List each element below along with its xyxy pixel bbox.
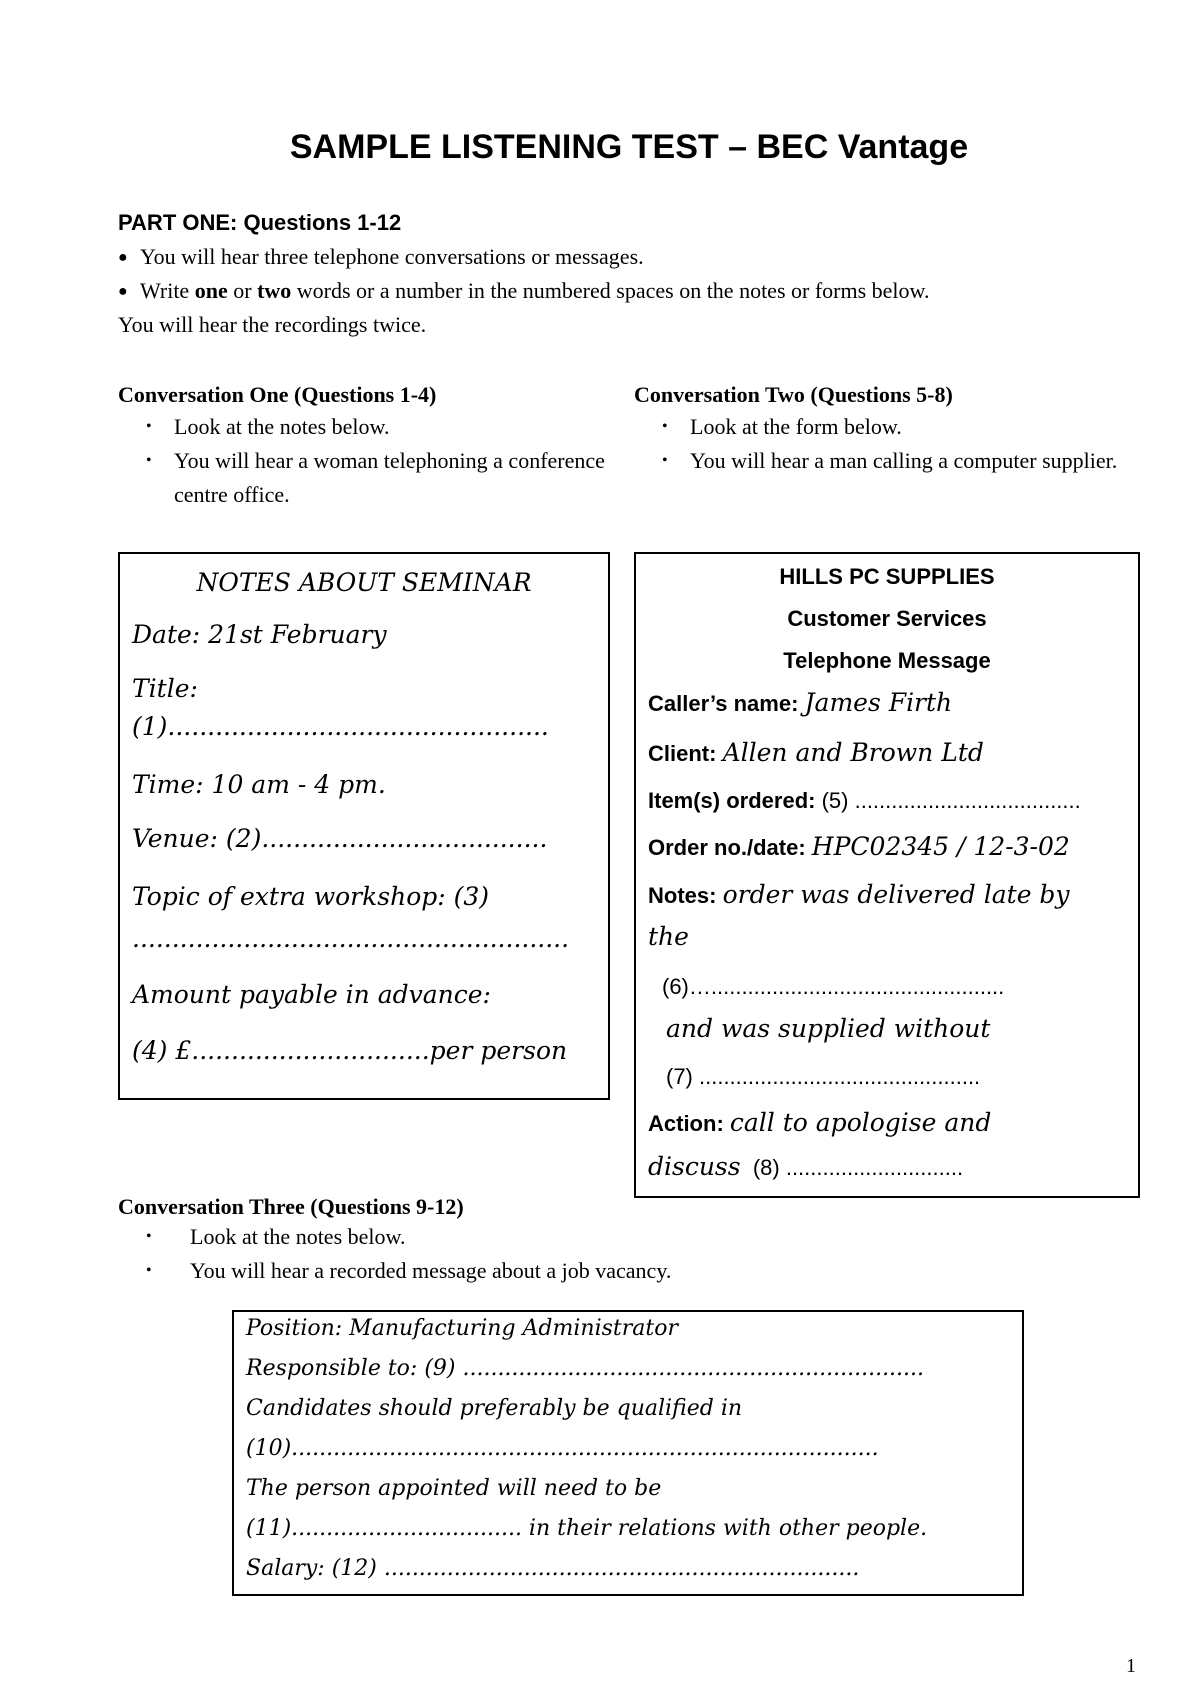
position-line: Position: Manufacturing Administrator (246, 1316, 678, 1341)
list-item: • Look at the form below. (634, 410, 1134, 444)
question-5-blank: (5) ..................................... (821, 788, 1081, 813)
conversation-one-bullets (118, 410, 618, 512)
conversation-two-bullets (634, 410, 1134, 478)
department-name: Customer Services (787, 606, 987, 631)
emphasis-one: one (194, 278, 228, 303)
question-8-blank: (8) ............................. (752, 1155, 964, 1180)
bullet-icon: ● (118, 249, 128, 266)
caller-name-row: Caller’s name: James Firth (648, 688, 953, 717)
list-item: • You will hear a woman telephoning a conference centre office. (118, 444, 618, 512)
candidates-line: Candidates should preferably be qualified in (246, 1396, 743, 1421)
action-value: call to apologise and (729, 1108, 992, 1137)
conversation-one-instructions (118, 382, 618, 512)
question-11-row (246, 1516, 927, 1541)
question-3-topic: Topic of extra workshop: (3) (132, 882, 490, 911)
question-3-blank: ....................................................... (132, 924, 570, 953)
relations-text: in their relations with other people. (521, 1516, 928, 1541)
question-7-blank: (7) .............................................. (666, 1064, 981, 1089)
page-number: 1 (1126, 1655, 1136, 1677)
question-12-salary: Salary: (12) .................................................................... (246, 1556, 860, 1581)
company-name: HILLS PC SUPPLIES (779, 564, 995, 589)
discuss-row (648, 1152, 963, 1181)
amount-label: Amount payable in advance: (132, 980, 491, 1009)
order-row: Order no./date: HPC02345 / 12-3-02 (648, 832, 1070, 861)
question-4-amount: (4) £..............................per person (132, 1036, 568, 1065)
part-one-heading: PART ONE: Questions 1-12 (118, 210, 402, 235)
list-item: • You will hear a recorded message about a job vacancy. (118, 1254, 1018, 1288)
list-item: • Look at the notes below. (118, 1220, 1018, 1254)
supplied-without: and was supplied without (666, 1014, 991, 1043)
conversation-three-heading: Conversation Three (Questions 9-12) (118, 1194, 464, 1219)
telephone-message-form (634, 552, 1140, 1198)
bullet-icon: ● (118, 283, 128, 300)
discuss-text: discuss (648, 1152, 741, 1181)
question-2-venue: Venue: (2).................................... (132, 824, 548, 853)
intro-bullet-1 (118, 244, 644, 270)
seminar-time: Time: 10 am - 4 pm. (132, 770, 386, 799)
vacancy-notes-box (232, 1310, 1024, 1596)
person-appointed-line: The person appointed will need to be (246, 1476, 662, 1501)
order-value: HPC02345 / 12-3-02 (811, 832, 1070, 861)
intro-bullet-2: ● Write one or two words or a number in the numbered spaces on the notes or forms below. (118, 278, 930, 303)
seminar-date: Date: 21st February (132, 620, 387, 649)
notes-value-continued: the (648, 922, 689, 951)
question-11-blank: (11)................................. (246, 1516, 522, 1541)
intro-bullet-1-text: You will hear three telephone conversations or messages. (140, 244, 644, 269)
page-title: SAMPLE LISTENING TEST – BEC Vantage (289, 128, 969, 166)
seminar-title-label: Title: (132, 674, 198, 703)
action-row: Action: call to apologise and (648, 1108, 992, 1137)
notes-value: order was delivered late by (722, 880, 1070, 909)
question-9-responsible: Responsible to: (9) .................................................................. (246, 1356, 925, 1381)
question-10-blank: (10).................................................................................... (246, 1436, 879, 1461)
question-1-blank: (1)................................................ (132, 712, 549, 741)
client-row: Client: Allen and Brown Ltd (648, 738, 984, 767)
conversation-two-heading: Conversation Two (Questions 5-8) (634, 382, 953, 407)
conversation-three-bullets (118, 1220, 1018, 1288)
conversation-one-heading: Conversation One (Questions 1-4) (118, 382, 437, 407)
per-person: per person (429, 1036, 568, 1065)
seminar-notes-box (118, 552, 610, 1100)
emphasis-two: two (257, 278, 292, 303)
list-item: • Look at the notes below. (118, 410, 618, 444)
conversation-two-instructions (634, 382, 1134, 478)
items-ordered-row: Item(s) ordered: (5) ..................................... (648, 788, 1081, 813)
recordings-note: You will hear the recordings twice. (118, 312, 427, 337)
notes-row: Notes: order was delivered late by (648, 880, 1070, 909)
list-item: • You will hear a man calling a computer supplier. (634, 444, 1134, 478)
form-title: Telephone Message (783, 648, 991, 673)
caller-name-value: James Firth (804, 688, 953, 717)
question-6-blank: (6)…................................................ (662, 974, 1005, 999)
seminar-notes-heading: NOTES ABOUT SEMINAR (196, 568, 532, 597)
conversation-three-instructions (118, 1194, 1018, 1288)
client-value: Allen and Brown Ltd (722, 738, 984, 767)
